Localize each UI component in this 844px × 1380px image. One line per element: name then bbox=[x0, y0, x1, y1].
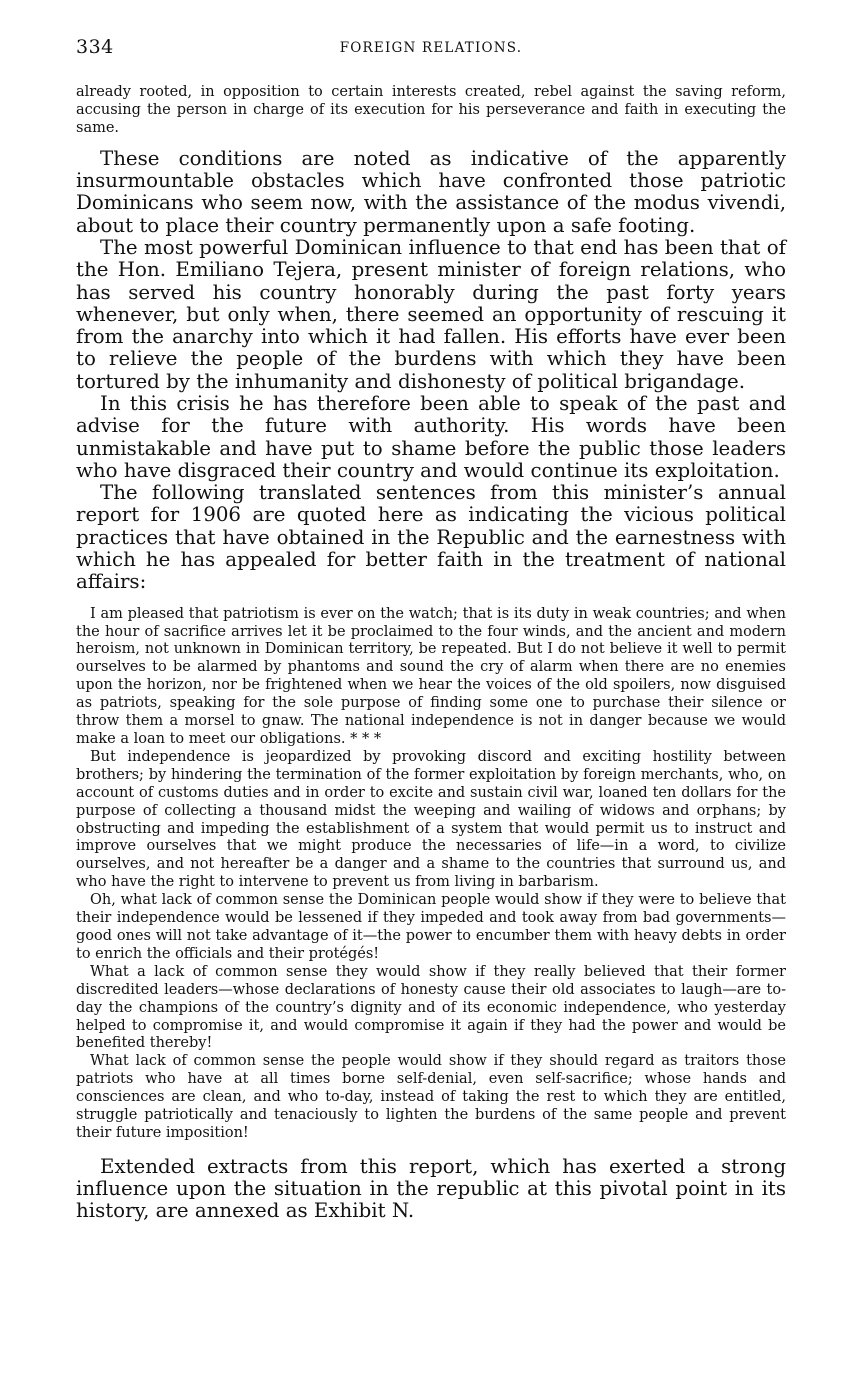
closing-paragraph: Extended extracts from this report, which has exerted a strong influence upon the situation in the republic at this pivotal point in its history, are annexed as Exhibit N. bbox=[76, 1154, 786, 1223]
body-paragraph: The following translated sentences from this minister’s annual report for 1906 are quoted here as indicating the vicious political practices that have obtained in the Republic and the earnestness with which he has appealed for better faith in the treatment of national affairs: bbox=[76, 481, 786, 594]
body-text bbox=[76, 84, 786, 1223]
body-paragraph: These conditions are noted as indicative of the apparently insurmountable obstacles which have confronted those patriotic Dominicans who seem now, with the assistance of the modus vivendi, about to place their country permanently upon a safe footing. bbox=[76, 146, 786, 237]
quote-paragraph: What lack of common sense the people would show if they should regard as traitors those patriots who have at all times borne self-denial, even self-sacrifice; whose hands and consciences are clean, and who to-day, instead of taking the rest to which they are entitled, struggle patriotically and tenaciously to lighten the burdens of the same people and prevent their future imposition! bbox=[76, 1053, 786, 1141]
quote-paragraph: What a lack of common sense they would show if they really believed that their former discredited leaders—whose declarations of honesty cause their old associates to laugh—are to-day the champions of the country’s dignity and of its economic independence, who yesterday helped to compromise it, and would compromise it again if they had the power and would be benefited thereby! bbox=[76, 963, 786, 1052]
page-number: 334 bbox=[76, 36, 114, 58]
page-header bbox=[76, 36, 786, 62]
quote-paragraph: I am pleased that patriotism is ever on the watch; that is its duty in weak countries; and when the hour of sacrifice arrives let it be proclaimed to the four winds, and the ancient and modern heroism, not unknown in Dominican territory, be repeated. But I do not believe it well to permit ourselves to be alarmed by phantoms and sound the cry of alarm when there are no enemies upon the horizon, nor be frightened when we hear the voices of the old spoilers, now disguised as patriots, speaking for the sole purpose of finding some one to purchase their silence or throw them a morsel to gnaw. The national independence is not in danger because we would make a loan to meet our obligations. * * * bbox=[76, 605, 786, 747]
continuation-paragraph: already rooted, in opposition to certain interests created, rebel against the saving reform, accusing the person in charge of its execution for his perseverance and faith in executing the same. bbox=[76, 84, 786, 136]
quoted-report-extract bbox=[76, 606, 786, 1143]
body-paragraph: In this crisis he has therefore been able to speak of the past and advise for the future with authority. His words have been unmistakable and have put to shame before the public those leaders who have disgraced their country and would continue its exploitation. bbox=[76, 391, 786, 482]
running-head: FOREIGN RELATIONS. bbox=[339, 40, 523, 56]
body-paragraph: The most powerful Dominican influence to that end has been that of the Hon. Emiliano Tejera, present minister of foreign relations, who has served his country honorably during the past forty years whenever, but only when, there seemed an opportunity of rescuing it from the anarchy into which it had fallen. His efforts have ever been to relieve the people of the burdens with which they have been tortured by the inhumanity and dishonesty of political brigandage. bbox=[76, 235, 786, 393]
quote-paragraph: But independence is jeopardized by provoking discord and exciting hostility between brothers; by hindering the termination of the former exploitation by foreign merchants, who, on account of customs duties and in order to excite and sustain civil war, loaned ten dollars for the purpose of collecting a thousand midst the weeping and wailing of widows and orphans; by obstructing and impeding the establishment of a system that would permit us to instruct and improve ourselves that we might produce the necessaries of life—in a word, to civilize ourselves, and not hereafter be a danger and a shame to the countries that surround us, and who have the right to intervene to prevent us from living in barbarism. bbox=[76, 748, 786, 891]
quote-paragraph: Oh, what lack of common sense the Dominican people would show if they were to believe that their independence would be lessened if they impeded and took away from bad governments—good ones will not take advantage of it—the power to encumber them with heavy debts in order to enrich the officials and their protégés! bbox=[76, 892, 786, 962]
